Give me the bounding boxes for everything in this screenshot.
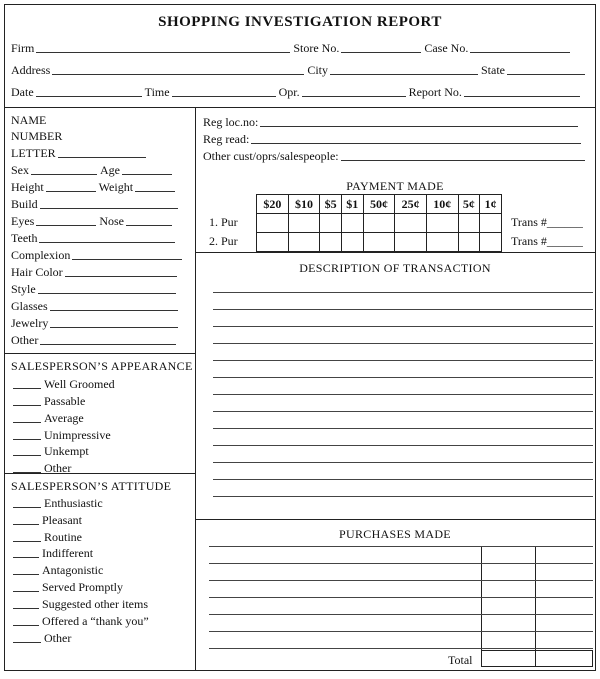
hair-color-label: Hair Color — [11, 265, 63, 279]
purchase-line[interactable] — [209, 648, 593, 649]
payment-row-2 — [257, 233, 502, 252]
payment-cell[interactable] — [395, 214, 427, 233]
description-line[interactable] — [213, 377, 593, 378]
payment-cell[interactable] — [480, 214, 502, 233]
glasses-field[interactable] — [50, 300, 178, 311]
purchase-1-label: 1. Pur — [209, 215, 238, 229]
appearance-option-label: Average — [44, 411, 84, 425]
description-line[interactable] — [213, 445, 593, 446]
glasses-label: Glasses — [11, 299, 48, 313]
purchase-line[interactable] — [209, 546, 593, 547]
appearance-check-field[interactable] — [13, 395, 41, 406]
name-label: NAME — [11, 113, 47, 127]
header-row-1 — [11, 41, 591, 55]
appearance-section — [11, 359, 193, 475]
denomination-50c: 50¢ — [363, 195, 395, 214]
purchase-line[interactable] — [209, 563, 593, 564]
reg-loc-label: Reg loc.no: — [203, 115, 259, 129]
payment-cell[interactable] — [320, 233, 342, 252]
appearance-option-label: Well Groomed — [44, 377, 115, 391]
payment-cell[interactable] — [458, 214, 480, 233]
attitude-check-field[interactable] — [13, 598, 39, 609]
reg-read-row — [203, 132, 591, 146]
appearance-option — [11, 377, 115, 391]
appearance-option — [11, 428, 111, 442]
store-no-field[interactable] — [341, 42, 421, 53]
hair-color-row — [11, 265, 180, 279]
trans-2-field[interactable]: Trans #______ — [511, 234, 583, 248]
jewelry-row — [11, 316, 181, 330]
attitude-check-field[interactable] — [13, 514, 39, 525]
attitude-option-label: Offered a “thank you” — [42, 614, 149, 628]
payment-cell[interactable] — [288, 233, 320, 252]
identity-section — [11, 113, 191, 353]
description-line[interactable] — [213, 292, 593, 293]
appearance-option — [11, 461, 71, 475]
description-line[interactable] — [213, 394, 593, 395]
city-field[interactable] — [330, 64, 478, 75]
attitude-option-label: Other — [44, 631, 72, 645]
build-field[interactable] — [40, 198, 178, 209]
jewelry-label: Jewelry — [11, 316, 49, 330]
attitude-check-field[interactable] — [13, 564, 39, 575]
appearance-check-field[interactable] — [13, 429, 41, 440]
description-line[interactable] — [213, 479, 593, 480]
other-cust-label: Other cust/oprs/salespeople: — [203, 149, 339, 163]
header-row-2 — [11, 63, 591, 77]
trans-1-field[interactable]: Trans #______ — [511, 215, 583, 229]
complexion-row — [11, 248, 185, 262]
other-row — [11, 333, 179, 347]
attitude-option — [11, 496, 103, 510]
description-line[interactable] — [213, 428, 593, 429]
attitude-option — [11, 563, 103, 577]
reg-read-field[interactable] — [251, 133, 581, 144]
appearance-option-label: Unkempt — [44, 444, 89, 458]
case-no-field[interactable] — [470, 42, 570, 53]
attitude-option — [11, 580, 123, 594]
payment-cell[interactable] — [426, 233, 458, 252]
attitude-check-field[interactable] — [13, 632, 41, 643]
description-line[interactable] — [213, 411, 593, 412]
attitude-check-field[interactable] — [13, 581, 39, 592]
purchase-line[interactable] — [209, 631, 593, 632]
attitude-option-label: Indifferent — [42, 546, 94, 560]
purchase-line[interactable] — [209, 597, 593, 598]
identity-divider — [5, 353, 195, 354]
case-no-label: Case No. — [424, 41, 469, 55]
description-divider — [195, 519, 595, 520]
denomination-1: $1 — [341, 195, 363, 214]
attitude-option-label: Pleasant — [42, 513, 82, 527]
total-label: Total — [448, 653, 473, 667]
letter-label: LETTER — [11, 146, 56, 160]
teeth-row — [11, 231, 178, 245]
denomination-20: $20 — [257, 195, 289, 214]
number-label: NUMBER — [11, 129, 63, 143]
attitude-heading: SALESPERSON’S ATTITUDE — [11, 479, 172, 493]
attitude-check-field[interactable] — [13, 531, 41, 542]
reg-read-label: Reg read: — [203, 132, 250, 146]
purchase-2-label: 2. Pur — [209, 234, 238, 248]
number-row — [11, 129, 62, 143]
appearance-option — [11, 444, 89, 458]
denomination-5: $5 — [320, 195, 342, 214]
denomination-25c: 25¢ — [395, 195, 427, 214]
attitude-option — [11, 597, 148, 611]
payment-cell[interactable] — [288, 214, 320, 233]
state-label: State — [481, 63, 505, 77]
eyes-label: Eyes — [11, 214, 35, 228]
firm-label: Firm — [11, 41, 35, 55]
payment-table — [256, 194, 502, 252]
attitude-check-field[interactable] — [13, 497, 41, 508]
description-line[interactable] — [213, 326, 593, 327]
payment-cell[interactable] — [363, 233, 395, 252]
denomination-10c: 10¢ — [426, 195, 458, 214]
report-no-label: Report No. — [408, 85, 462, 99]
purchases-heading: PURCHASES MADE — [339, 527, 451, 541]
payment-heading: PAYMENT MADE — [346, 179, 444, 193]
appearance-option — [11, 411, 84, 425]
complexion-label: Complexion — [11, 248, 71, 262]
sex-label: Sex — [11, 163, 29, 177]
state-field[interactable] — [507, 64, 585, 75]
appearance-option-label: Other — [44, 461, 72, 475]
description-line[interactable] — [213, 343, 593, 344]
appearance-option — [11, 394, 85, 408]
weight-field[interactable] — [135, 181, 175, 192]
appearance-check-field[interactable] — [13, 462, 41, 473]
attitude-option-label: Suggested other items — [42, 597, 148, 611]
jewelry-field[interactable] — [50, 317, 178, 328]
time-field[interactable] — [172, 86, 276, 97]
height-weight-row — [11, 180, 178, 194]
attitude-option — [11, 614, 149, 628]
city-label: City — [307, 63, 328, 77]
payment-header-row — [257, 195, 502, 214]
sex-age-row — [11, 163, 175, 177]
page-title: SHOPPING INVESTIGATION REPORT — [158, 14, 442, 30]
payment-cell[interactable] — [257, 214, 289, 233]
payment-cell[interactable] — [480, 233, 502, 252]
date-label: Date — [11, 85, 34, 99]
appearance-heading: SALESPERSON’S APPEARANCE — [11, 359, 193, 373]
denomination-10: $10 — [288, 195, 320, 214]
attitude-check-field[interactable] — [13, 615, 39, 626]
description-line[interactable] — [213, 360, 593, 361]
attitude-option — [11, 546, 93, 560]
purchase-line[interactable] — [209, 580, 593, 581]
payment-cell[interactable] — [257, 233, 289, 252]
header-row-3 — [11, 85, 591, 99]
payment-cell[interactable] — [363, 214, 395, 233]
other-cust-row — [203, 149, 591, 163]
sex-field[interactable] — [31, 164, 97, 175]
purchase-line[interactable] — [209, 614, 593, 615]
nose-field[interactable] — [126, 215, 172, 226]
description-heading: DESCRIPTION OF TRANSACTION — [299, 261, 491, 275]
weight-label: Weight — [98, 180, 134, 194]
attitude-option-label: Routine — [44, 530, 82, 544]
time-label: Time — [144, 85, 170, 99]
payment-cell[interactable] — [458, 233, 480, 252]
eyes-nose-row — [11, 214, 175, 228]
nose-label: Nose — [99, 214, 124, 228]
description-line[interactable] — [213, 309, 593, 310]
reg-loc-row — [203, 115, 591, 129]
build-label: Build — [11, 197, 38, 211]
hair-color-field[interactable] — [65, 266, 177, 277]
glasses-row — [11, 299, 181, 313]
total-field[interactable] — [481, 650, 593, 667]
appearance-option-label: Passable — [44, 394, 86, 408]
other-field[interactable] — [40, 334, 176, 345]
attitude-option-label: Antagonistic — [42, 563, 104, 577]
denomination-1c: 1¢ — [480, 195, 502, 214]
header-divider — [5, 107, 595, 108]
payment-cell[interactable] — [341, 233, 363, 252]
attitude-check-field[interactable] — [13, 547, 39, 558]
other-label: Other — [11, 333, 39, 347]
date-field[interactable] — [36, 86, 142, 97]
attitude-option-label: Enthusiastic — [44, 496, 103, 510]
report-no-field[interactable] — [464, 86, 580, 97]
attitude-option — [11, 513, 82, 527]
attitude-option-label: Served Promptly — [42, 580, 123, 594]
appearance-check-field[interactable] — [13, 445, 41, 456]
letter-field[interactable] — [58, 147, 146, 158]
appearance-check-field[interactable] — [13, 412, 41, 423]
height-field[interactable] — [46, 181, 96, 192]
store-no-label: Store No. — [293, 41, 340, 55]
appearance-option-label: Unimpressive — [44, 428, 111, 442]
style-field[interactable] — [38, 283, 176, 294]
address-field[interactable] — [52, 64, 304, 75]
payment-cell[interactable] — [320, 214, 342, 233]
build-row — [11, 197, 181, 211]
denomination-5c: 5¢ — [458, 195, 480, 214]
name-row — [11, 113, 46, 127]
payment-cell[interactable] — [426, 214, 458, 233]
report-form — [4, 4, 596, 671]
opr-label: Opr. — [278, 85, 300, 99]
payment-cell[interactable] — [341, 214, 363, 233]
reg-loc-field[interactable] — [260, 116, 578, 127]
height-label: Height — [11, 180, 44, 194]
attitude-option — [11, 631, 71, 645]
teeth-label: Teeth — [11, 231, 38, 245]
complexion-field[interactable] — [72, 249, 182, 260]
age-field[interactable] — [122, 164, 172, 175]
teeth-field[interactable] — [39, 232, 175, 243]
payment-cell[interactable] — [395, 233, 427, 252]
opr-field[interactable] — [302, 86, 406, 97]
firm-field[interactable] — [36, 42, 290, 53]
eyes-field[interactable] — [36, 215, 96, 226]
appearance-check-field[interactable] — [13, 378, 41, 389]
letter-row — [11, 146, 149, 160]
address-label: Address — [11, 63, 51, 77]
attitude-option — [11, 530, 82, 544]
payment-divider — [195, 252, 595, 253]
age-label: Age — [100, 163, 120, 177]
payment-row-1 — [257, 214, 502, 233]
style-row — [11, 282, 179, 296]
style-label: Style — [11, 282, 36, 296]
description-line[interactable] — [213, 462, 593, 463]
description-line[interactable] — [213, 496, 593, 497]
attitude-section — [11, 479, 191, 649]
other-cust-field[interactable] — [341, 150, 585, 161]
